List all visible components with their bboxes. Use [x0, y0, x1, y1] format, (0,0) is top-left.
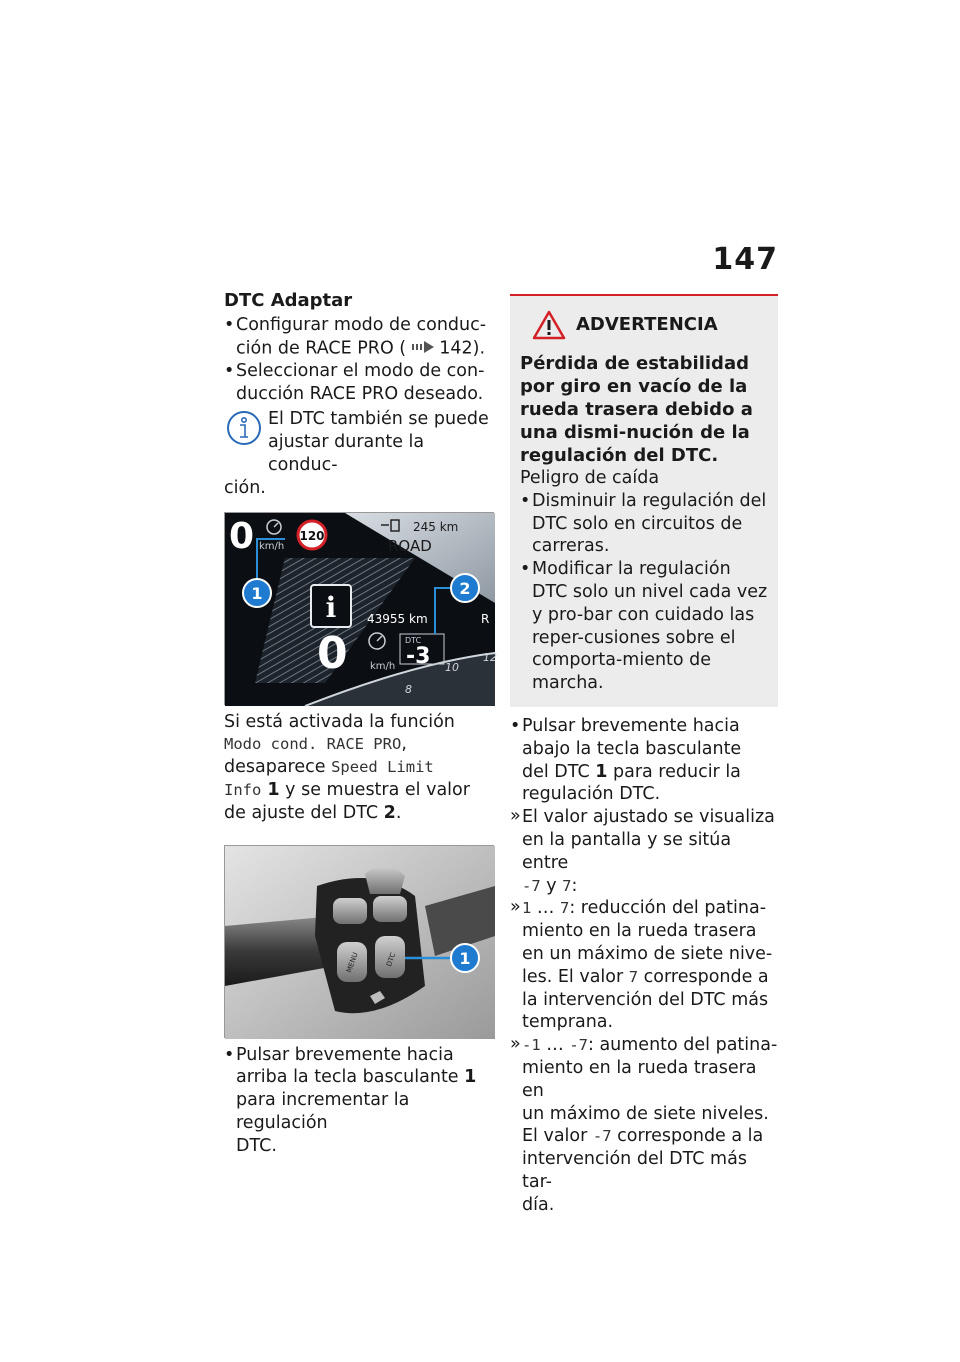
- result-value-range: » El valor ajustado se visualiza en la pantalla y se sitúa entre -7 y 7:: [510, 806, 778, 897]
- display-mode: ROAD: [388, 536, 432, 555]
- result-negative-values: » -1 … -7: aumento del patina- miento en la rueda trasera en un máximo de siete niveles. El valor -7 corresponde a la intervención del DTC más tar- día.: [510, 1034, 778, 1216]
- display-tick-8: 8: [405, 682, 412, 696]
- callout-2-badge: [451, 574, 479, 602]
- svg-text:1: 1: [459, 948, 471, 968]
- speed-limit-sign: [298, 521, 326, 549]
- button-left-upper[interactable]: [333, 898, 367, 924]
- warning-triangle-icon: [532, 310, 566, 340]
- callout-1-badge-switch: [451, 944, 479, 972]
- dtc-rocker-label: DTC: [385, 951, 398, 968]
- display-range: 245 km: [413, 519, 459, 534]
- info-note-line2: ajustar durante la conduc-: [268, 432, 425, 475]
- button-right-upper[interactable]: [373, 896, 407, 922]
- warning-item-2: • Modificar la regulación DTC solo un nivel cada vez y pro-bar con cuidado las reper-cusiones sobre el comporta-miento de marcha.: [520, 558, 768, 695]
- callout-1-badge: [243, 579, 271, 607]
- right-instructions: [510, 715, 778, 1217]
- warning-subline: Peligro de caída: [520, 468, 660, 488]
- mono-info: Info: [224, 780, 262, 799]
- display-tick-12: 12: [483, 650, 497, 664]
- section-heading: DTC Adaptar: [224, 290, 353, 311]
- info-note: [224, 408, 494, 499]
- step-increase-dtc: • Pulsar brevemente hacia arriba la tecla basculante 1 para incrementar la regulación DTC.: [224, 1044, 494, 1158]
- display-odometer-cut: R: [481, 611, 490, 626]
- handlebar-illustration: [225, 846, 495, 1039]
- svg-text:2: 2: [459, 578, 471, 598]
- left-column: [224, 290, 497, 1158]
- warning-title-row: [532, 310, 768, 340]
- display-speed-center: 0: [317, 627, 348, 679]
- figure-dashboard-display: [224, 512, 497, 705]
- speed-limit-value: 120: [299, 528, 325, 543]
- step-select-mode: • Seleccionar el modo de con-ducción RACE PRO deseado.: [224, 360, 494, 406]
- display-info-glyph: i: [325, 590, 337, 624]
- info-note-line1: El DTC también se puede: [268, 409, 489, 430]
- step-configure-mode-ref[interactable]: 142).: [439, 338, 486, 358]
- svg-text:1: 1: [251, 583, 263, 603]
- figure-handlebar-switch: [224, 845, 494, 1038]
- step-configure-mode: [224, 314, 494, 360]
- display-odometer: 43955 km: [367, 611, 428, 626]
- display-dtc-label: DTC: [405, 635, 422, 645]
- display-dtc-value: -3: [406, 643, 431, 669]
- warning-item-1: • Disminuir la regulación del DTC solo en circuitos de carreras.: [520, 490, 768, 558]
- display-unit: km/h: [259, 540, 285, 552]
- info-icon: [226, 410, 262, 446]
- warning-title: ADVERTENCIA: [576, 313, 718, 335]
- step-configure-mode-text: Configurar modo de conduc-ción de RACE PRO (: [236, 314, 487, 358]
- para-line1: Si está activada la función: [224, 711, 455, 732]
- paragraph-race-pro: Si está activada la función Modo cond. RACE PRO, desaparece Speed Limit Info 1 y se muestra el valor de ajuste del DTC 2.: [224, 711, 470, 823]
- warning-headline: Pérdida de estabilidad por giro en vacío de la rueda trasera debido a una dismi-nución de la regulación del DTC.: [520, 353, 753, 466]
- menu-rocker-label: MENU: [345, 950, 360, 974]
- display-speed-left: 0: [229, 515, 255, 557]
- warning-box: [510, 294, 778, 707]
- result-positive-values: » 1 … 7: reducción del patina- miento en la rueda trasera en un máximo de siete nive- les. El valor 7 corresponde a la intervención del DTC más temprana.: [510, 897, 778, 1034]
- display-tick-10: 10: [445, 660, 459, 674]
- display-unit-center: km/h: [370, 660, 396, 672]
- dashboard-illustration: [225, 513, 495, 706]
- right-column: [510, 294, 778, 1217]
- info-note-line3: ción.: [224, 477, 266, 498]
- mono-modo-cond: Modo cond. RACE PRO: [224, 735, 402, 754]
- mono-speed-limit: Speed Limit: [331, 758, 434, 777]
- arrow-right-icon: [412, 337, 434, 360]
- switch-housing: [315, 878, 425, 1013]
- step-reduce-dtc: • Pulsar brevemente hacia abajo la tecla basculante del DTC 1 para reducir la regulación DTC.: [510, 715, 778, 806]
- page-number: 147: [712, 242, 778, 277]
